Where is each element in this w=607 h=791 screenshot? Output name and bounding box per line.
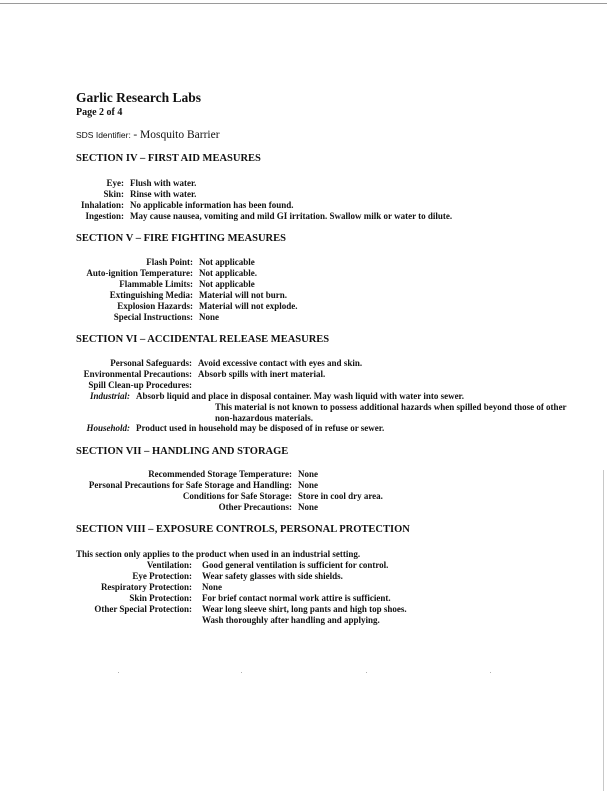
release-row bbox=[76, 369, 567, 380]
row-label: Flammable Limits: bbox=[119, 278, 193, 289]
scan-speck bbox=[490, 672, 491, 673]
section-7-rows bbox=[76, 469, 383, 513]
row-value: For brief contact normal work attire is sufficient. bbox=[202, 592, 391, 603]
fire-fighting-row bbox=[76, 257, 298, 268]
section-4-rows bbox=[76, 178, 452, 222]
industrial-row bbox=[76, 402, 567, 413]
row-label: Explosion Hazards: bbox=[117, 300, 193, 311]
section-8-rows bbox=[76, 560, 407, 625]
scan-speck bbox=[241, 672, 242, 673]
sds-identifier-value: - Mosquito Barrier bbox=[133, 129, 220, 141]
exposure-row bbox=[76, 593, 407, 604]
storage-row bbox=[76, 480, 383, 491]
scan-speck bbox=[366, 672, 367, 673]
row-value: Absorb spills with inert material. bbox=[198, 368, 326, 379]
row-value: Material will not burn. bbox=[199, 289, 287, 300]
row-value: Not applicable bbox=[199, 278, 255, 289]
section-6-rows bbox=[76, 358, 567, 434]
row-value: Material will not explode. bbox=[199, 300, 298, 311]
section-5-rows bbox=[76, 257, 298, 322]
row-value: Flush with water. bbox=[130, 178, 197, 188]
row-label bbox=[76, 615, 192, 626]
row-value: None bbox=[199, 311, 219, 322]
first-aid-row bbox=[76, 189, 452, 200]
row-label: Extinguishing Media: bbox=[109, 289, 193, 300]
row-label: Inhalation: bbox=[80, 199, 124, 210]
row-value: None bbox=[298, 469, 318, 479]
industrial-line: This material is not known to possess additional hazards when spilled beyond those of other bbox=[215, 401, 567, 412]
sds-identifier-label: SDS Identifier: bbox=[76, 130, 131, 140]
storage-row bbox=[76, 469, 383, 480]
fire-fighting-row bbox=[76, 268, 298, 279]
industrial-label: Industrial: bbox=[89, 390, 130, 401]
row-label: Conditions for Safe Storage: bbox=[182, 490, 292, 501]
exposure-row bbox=[76, 604, 407, 615]
industrial-row bbox=[76, 391, 567, 402]
row-value: None bbox=[202, 581, 222, 592]
row-label: Eye: bbox=[106, 178, 124, 188]
section-8-title: SECTION VIII – EXPOSURE CONTROLS, PERSONAL PROTECTION bbox=[76, 524, 410, 535]
section-8-intro: This section only applies to the product when used in an industrial setting. bbox=[76, 549, 361, 559]
release-row bbox=[76, 358, 567, 369]
row-label: Personal Safeguards: bbox=[110, 358, 192, 368]
fire-fighting-row bbox=[76, 301, 298, 312]
scan-top-line bbox=[0, 3, 607, 4]
row-label: Ingestion: bbox=[85, 210, 124, 221]
exposure-row bbox=[76, 582, 407, 593]
industrial-row bbox=[76, 413, 567, 424]
row-value: Good general ventilation is sufficient for control. bbox=[202, 560, 389, 570]
storage-row bbox=[76, 502, 383, 513]
row-label: Respiratory Protection: bbox=[100, 581, 192, 592]
company-name: Garlic Research Labs bbox=[76, 90, 201, 105]
first-aid-row bbox=[76, 211, 452, 222]
fire-fighting-row bbox=[76, 312, 298, 323]
row-value: Store in cool dry area. bbox=[298, 490, 383, 501]
first-aid-row bbox=[76, 200, 452, 211]
exposure-row bbox=[76, 560, 407, 571]
page-number: Page 2 of 4 bbox=[76, 107, 123, 118]
row-label: Ventilation: bbox=[146, 560, 192, 570]
row-value: Not applicable bbox=[199, 257, 255, 267]
section-6-title: SECTION VI – ACCIDENTAL RELEASE MEASURES bbox=[76, 334, 330, 345]
row-value: No applicable information has been found. bbox=[130, 199, 294, 210]
industrial-line: non-hazardous materials. bbox=[215, 412, 314, 423]
first-aid-row bbox=[76, 178, 452, 189]
row-label: Personal Precautions for Safe Storage and Handling: bbox=[88, 479, 292, 490]
section-5-title: SECTION V – FIRE FIGHTING MEASURES bbox=[76, 233, 286, 244]
release-row bbox=[76, 380, 567, 391]
fire-fighting-row bbox=[76, 279, 298, 290]
household-row bbox=[76, 423, 567, 434]
row-value: None bbox=[298, 479, 318, 490]
exposure-row bbox=[76, 615, 407, 626]
industrial-line: Absorb liquid and place in disposal container. May wash liquid with water into sewer. bbox=[136, 390, 464, 401]
row-label: Skin Protection: bbox=[129, 592, 192, 603]
storage-row bbox=[76, 491, 383, 502]
fire-fighting-row bbox=[76, 290, 298, 301]
row-value: Not applicable. bbox=[199, 267, 258, 278]
row-value: May cause nausea, vomiting and mild GI irritation. Swallow milk or water to dilute. bbox=[130, 210, 453, 221]
row-label: Special Instructions: bbox=[113, 311, 193, 322]
section-7-title: SECTION VII – HANDLING AND STORAGE bbox=[76, 446, 289, 457]
scan-right-edge bbox=[603, 470, 604, 791]
row-label: Environmental Precautions: bbox=[83, 368, 192, 379]
row-label: Auto-ignition Temperature: bbox=[86, 267, 193, 278]
household-label: Household: bbox=[86, 423, 130, 434]
row-value: Wear long sleeve shirt, long pants and high top shoes. bbox=[202, 603, 407, 614]
household-text: Product used in household may be disposed of in refuse or sewer. bbox=[136, 423, 385, 434]
row-label: Eye Protection: bbox=[132, 570, 192, 581]
row-value: Wear safety glasses with side shields. bbox=[202, 570, 343, 581]
row-value: Rinse with water. bbox=[130, 188, 197, 199]
sds-identifier bbox=[76, 129, 220, 141]
row-label: Flash Point: bbox=[146, 257, 193, 267]
row-label: Other Precautions: bbox=[218, 501, 292, 512]
row-value: Avoid excessive contact with eyes and skin. bbox=[198, 358, 363, 368]
scan-speck bbox=[118, 672, 119, 673]
spill-cleanup-label: Spill Clean-up Procedures: bbox=[88, 379, 192, 390]
row-value: Wash thoroughly after handling and applying. bbox=[202, 614, 380, 625]
row-value: None bbox=[298, 501, 318, 512]
row-label: Recommended Storage Temperature: bbox=[148, 469, 292, 479]
row-label: Other Special Protection: bbox=[94, 603, 192, 614]
exposure-row bbox=[76, 571, 407, 582]
row-label: Skin: bbox=[103, 188, 124, 199]
section-4-title: SECTION IV – FIRST AID MEASURES bbox=[76, 153, 261, 164]
